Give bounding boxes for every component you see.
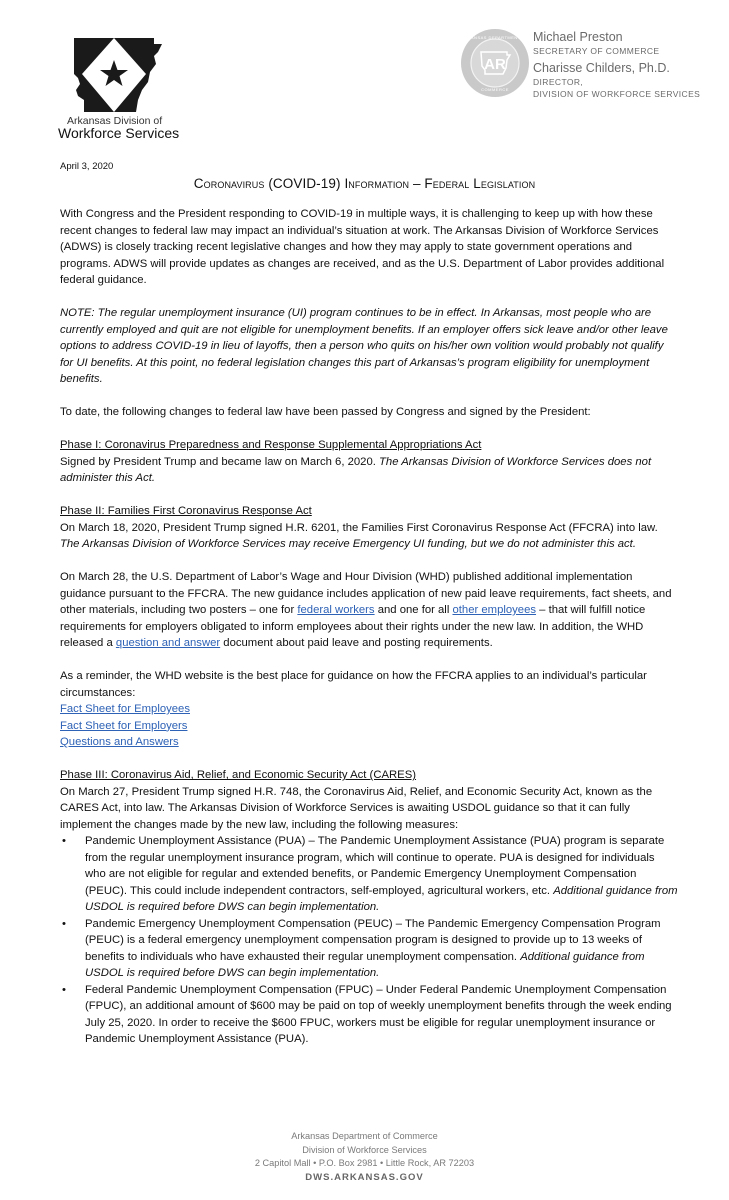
federal-workers-link[interactable]: federal workers xyxy=(297,604,375,616)
cares-measures-list xyxy=(60,833,678,1048)
guidance-text: On March 28, the U.S. Department of Labor’s Wage and Hour Division (WHD) published additional implementation guidance pursuant to the FFCRA. The new guidance includes application of new xyxy=(60,571,633,600)
measure-name: Pandemic Emergency Unemployment Compensation (PEUC) xyxy=(85,917,393,930)
adws-logo xyxy=(60,34,180,116)
commerce-seal xyxy=(460,28,530,103)
phase1-text: Signed by President Trump and became law on March 6, 2020. xyxy=(60,455,380,468)
fact-sheet-employees-link[interactable]: Fact Sheet for Employees xyxy=(60,703,190,715)
bullet-icon: • xyxy=(62,983,66,996)
guidance-text: , fact sheets, and other materials, including two posters – one for xyxy=(60,587,672,616)
to-date-paragraph: To date, the following changes to federal law have been passed by Congress and signed by the President: xyxy=(60,406,591,418)
svg-text:COMMERCE: COMMERCE xyxy=(481,87,509,92)
svg-text:AR: AR xyxy=(484,56,506,73)
official-name: Michael Preston xyxy=(533,30,623,44)
reminder-text: As a reminder, the WHD website is the best place for guidance on how the FFCRA applies to an individual’s particular circumstances: xyxy=(60,670,647,699)
phase3-heading: Phase III: Coronavirus Aid, Relief, and Economic Security Act (CARES) xyxy=(60,769,417,781)
footer-address: 2 Capitol Mall • P.O. Box 2981 • Little Rock, AR 72203 xyxy=(254,1158,475,1168)
phase2-text: On March 18, 2020, President Trump signed H.R. 6201, the Families First Coronavirus Response Act (FFCRA) into law. xyxy=(60,521,658,534)
footer-line-1: Arkansas Department of Commerce xyxy=(291,1131,438,1141)
phase3-text: On March 27, President Trump signed H.R. 748, the Coronavirus Aid, Relief, and Economic Security Act, known as the CARES Act, into law. The Arkansas Division of Workforce Services is awaiting USDOL guidance so that it can fully implement the changes made by the new law, including the following measures: xyxy=(60,785,653,831)
other-employees-link[interactable]: other employees xyxy=(452,604,537,616)
measure-italic: Additional guidance from USDOL is required before DWS can begin implementation. xyxy=(85,950,645,979)
measure-name: Federal Pandemic Unemployment Compensation (FPUC) xyxy=(85,983,374,996)
official-name: Charisse Childers, Ph.D. xyxy=(533,61,670,75)
svg-text:ARKANSAS DEPARTMENT OF: ARKANSAS DEPARTMENT OF xyxy=(461,35,529,40)
letterhead-footer xyxy=(0,1130,729,1184)
list-item xyxy=(60,982,678,1048)
phase1-section xyxy=(60,437,678,487)
document-title: Coronavirus (COVID-19) Information – Federal Legislation xyxy=(193,176,536,191)
logo-line-2: Workforce Services xyxy=(58,125,180,141)
measure-text: – The Pandemic Emergency Compensation Program (PEUC) is a federal emergency unemployment compensation program is designed to provide up to 13 weeks of benefits to individuals who have exhausted their regular unemployment compensation. xyxy=(85,917,661,963)
intro-paragraph: With Congress and the President responding to COVID-19 in multiple ways, it is challenging to keep up with how these recent changes to federal law may impact an individual’s situation at work. The Arkansas Division of Workforce Services (ADWS) is closely tracking recent legislative changes and how they may apply to state government operations and programs. ADWS will provide updates as changes are received, and as the U.S. Department of Labor provides additional federal guidance. xyxy=(60,208,665,286)
footer-line-2: Division of Workforce Services xyxy=(302,1144,427,1155)
ffcra-guidance-paragraph xyxy=(60,569,678,652)
note-paragraph: NOTE: The regular unemployment insurance (UI) program continues to be in effect. In Arkansas, most people who are currently employed and quit are not eligible for unemployment benefits. If an employer offers sick leave and/or other leave options to address COVID-19 in lieu of layoffs, then a person who quits on his/her own volition would probably not qualify for UI benefits. At this point, no federal legislation changes this part of Arkansas’s program eligibility for unemployment benefits. xyxy=(60,307,668,385)
question-and-answer-link[interactable]: question and answer xyxy=(115,637,221,649)
arkansas-state-star-logo-icon xyxy=(70,34,166,116)
measure-text: – The Pandemic Unemployment Assistance (PUA) program is separate from the regular unemployment insurance program, which will continue to operate. PUA is designed for individuals who are not eligible for regular and extended benefits, or Pandemic Emergency Unemployment Compensation (PEUC). This could include independent contractors, self-employed, agricultural workers, etc. xyxy=(85,835,665,897)
footer-website: DWS.ARKANSAS.GOV xyxy=(305,1171,424,1183)
paid-leave-requirements-text: paid leave requirements xyxy=(464,587,586,600)
official-title: SECRETARY OF COMMERCE xyxy=(533,46,660,56)
phase2-heading: Phase II: Families First Coronavirus Response Act xyxy=(60,505,312,517)
phase1-heading: Phase I: Coronavirus Preparedness and Response Supplemental Appropriations Act xyxy=(60,439,482,451)
bullet-icon: • xyxy=(62,917,66,930)
document-date: April 3, 2020 xyxy=(60,161,114,172)
phase1-text-italic: The Arkansas Division of Workforce Services does not administer this Act. xyxy=(60,455,652,484)
measure-text: – Under Federal Pandemic Unemployment Compensation (FPUC), an additional amount of $600 may be paid on top of weekly unemployment benefits through the week ending July 25, 2020. In order to receive the $600 FPUC, workers must be eligible for regular unemployment insurance or Pandemic Unemployment Assistance (PUA). xyxy=(85,983,672,1045)
fact-sheet-employers-link[interactable]: Fact Sheet for Employers xyxy=(60,719,188,732)
whd-resources xyxy=(60,668,678,751)
phase3-section xyxy=(60,767,678,1048)
measure-name: Pandemic Unemployment Assistance (PUA) xyxy=(85,835,306,847)
guidance-text: and one for all xyxy=(374,604,453,616)
logo-line-1: Arkansas Division of xyxy=(67,115,163,127)
phase2-section xyxy=(60,503,678,553)
questions-and-answers-link[interactable]: Questions and Answers xyxy=(60,736,179,748)
list-item xyxy=(60,916,678,982)
measure-italic: Additional guidance from USDOL is required before DWS can begin implementation. xyxy=(85,884,678,913)
bullet-icon: • xyxy=(62,835,66,847)
letterhead-officials xyxy=(533,30,700,100)
official-title: DIVISION OF WORKFORCE SERVICES xyxy=(533,89,701,99)
official-title: DIRECTOR, xyxy=(533,77,584,87)
list-item xyxy=(60,833,678,916)
guidance-text: – that will fulfill notice requirements for employers obligated to inform employees about their rights under the new law. In addition, the WHD released a xyxy=(60,604,646,649)
arkansas-department-of-commerce-seal-icon xyxy=(460,28,530,98)
document-body xyxy=(60,206,678,1048)
guidance-text: document about paid leave and posting requirements. xyxy=(220,637,493,649)
phase2-text-italic: The Arkansas Division of Workforce Services may receive Emergency UI funding, but we do not administer this act. xyxy=(60,538,636,550)
